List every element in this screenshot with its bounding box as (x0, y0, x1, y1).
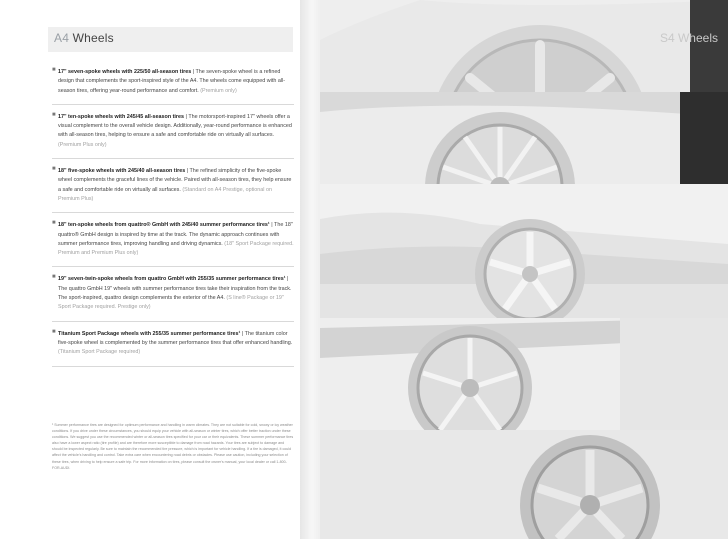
option-description: The titanium color five-spoke wheel is complemented by the summer performance tires that offer enhanced handling. (58, 330, 293, 346)
separator: | (184, 113, 189, 120)
separator: | (185, 168, 190, 175)
option-description: The 18" quattro® GmbH design is inspired by time at the track. The dynamic approach continues with summer performance tires, improving handling and driving dynamics. (58, 222, 293, 247)
option-heading: 17" seven-spoke wheels with 225/50 all-season tires (58, 69, 192, 75)
title-label: Wheels (72, 31, 114, 45)
option-availability: (Premium only) (198, 87, 237, 94)
wheel-image-seven-spoke (320, 0, 728, 92)
option-availability: (S line® Package or 19" Sport Package required. Prestige only) (58, 295, 284, 311)
page-gutter (300, 0, 320, 539)
wheel-option (52, 68, 294, 105)
option-heading: 18" ten-spoke wheels from quattro® GmbH with 245/40 summer performance tires¹ (58, 222, 270, 229)
separator: | (285, 276, 289, 283)
wheel-photo-5 (320, 430, 728, 539)
title-model: A4 (54, 31, 70, 45)
wheel-image-five-spoke (320, 184, 728, 318)
bullet-icon: ■ (52, 111, 56, 118)
option-description: The quattro GmbH 19" wheels with summer performance tires take their inspiration from the track. The sport-inspired, quattro design complements the exterior of the A4. (58, 285, 292, 302)
wheel-option (52, 167, 294, 213)
option-text (58, 167, 294, 204)
wheel-options-list (52, 68, 294, 375)
option-availability: (18" Sport Package required. Premium and Premium Plus only) (58, 240, 294, 257)
wheel-image-quattro (320, 318, 728, 430)
option-heading: Titanium Sport Package wheels with 255/35 summer performance tires¹ (58, 330, 241, 337)
right-page (320, 0, 728, 539)
option-text (58, 113, 294, 150)
page-title (54, 31, 114, 45)
option-availability: (Titanium Sport Package required) (58, 349, 141, 356)
bullet-icon: ■ (52, 166, 56, 173)
bullet-icon: ■ (52, 274, 56, 281)
bullet-icon: ■ (52, 328, 56, 335)
bullet-icon: ■ (52, 220, 56, 227)
option-description: The motorsport-inspired 17" wheels offer a visual complement to the overall vehicle design. Additionally, year-round performance is enhanced with all-season tires, helping to ensure a safe and comfortable ride on virtually all surfaces. (58, 113, 292, 139)
wheel-option (52, 275, 294, 321)
separator: | (191, 69, 196, 75)
option-text (58, 68, 294, 96)
wheel-option (52, 221, 294, 267)
bullet-icon: ■ (52, 67, 56, 73)
wheel-photo-2 (320, 92, 728, 184)
wheel-image-titanium (320, 430, 728, 539)
option-text (58, 221, 294, 258)
option-heading: 17" ten-spoke wheels with 245/45 all-season tires (58, 113, 184, 120)
option-text (58, 275, 294, 312)
left-page (0, 0, 300, 539)
option-availability: (Premium Plus only) (58, 141, 107, 148)
separator: | (269, 222, 275, 229)
wheel-photo-3 (320, 184, 728, 318)
option-text (58, 330, 294, 358)
option-heading: 19" seven-twin-spoke wheels from quattro GmbH with 255/35 summer performance tires¹ (58, 276, 286, 283)
option-availability: (Standard on A4 Prestige, optional on Premium Plus) (58, 186, 272, 202)
wheel-option (52, 113, 294, 159)
footnote: ¹ Summer performance tires are designed for optimum performance and handling in warm climates. They are not suitable for cold, snowy or icy weather conditions. If you drive under these circumstances, you should equip your vehicle with all-season or winter tires, which offer better traction under these conditions. We suggest you use the recommended winter or all-season tires specified for your car or their equivalents. These summer performance tires also have a lower aspect ratio (tire profile) and are therefore more susceptible to damage from road hazards. Your tires are subject to damage and should be inspected regularly. Be sure to maintain the recommended tire pressure, which is important for vehicle handling. If a tire is damaged, it could affect the vehicle's handling and control. Take extra care when encountering road debris or obstacles. Please use caution, including your selection of these tires, when driving to help ensure a safe trip. For more information on tires, please consult the owner's manual, your local dealer or call 1-800-FOR-AUDI. (52, 423, 294, 470)
wheel-option (52, 330, 294, 367)
wheel-image-ten-spoke (320, 92, 728, 184)
separator: | (240, 330, 245, 337)
option-heading: 18" five-spoke wheels with 245/40 all-season tires (58, 168, 186, 175)
s4-wheels-title: S4 Wheels (659, 31, 718, 45)
option-description: The refined simplicity of the five-spoke wheel complements the graceful lines of the vehicle. Paired with all-season tires, they help ensure a safe and comfortable ride on virtually all surfaces. (58, 168, 292, 193)
option-description: The seven-spoke wheel is a refined design that complements the sport-inspired style of the A4. The wheels come equipped with all-season tires, offering year-round performance and comfort. (58, 69, 286, 94)
wheel-photo-1 (320, 0, 728, 92)
wheel-photo-4 (320, 318, 728, 430)
